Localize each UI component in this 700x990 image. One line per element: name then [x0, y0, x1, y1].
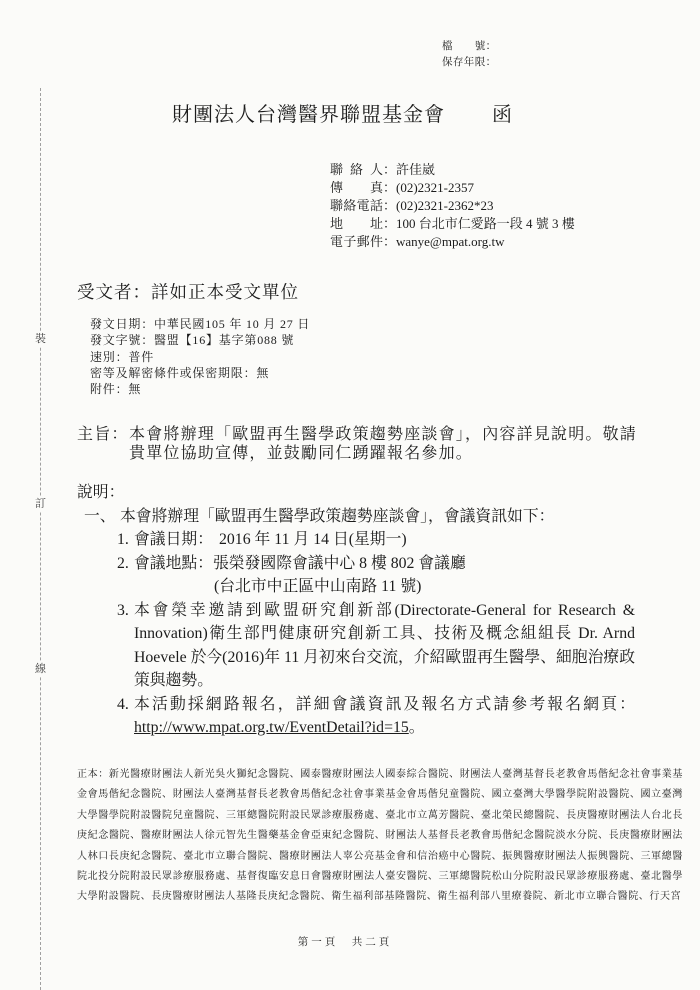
contact-phone: (02)2321-2362*23 [396, 198, 494, 213]
contact-colon: ： [383, 162, 397, 177]
document-type: 函 [492, 104, 513, 126]
item-label: 會議日期： [134, 531, 213, 548]
contact-row-phone [330, 197, 575, 215]
retention-period-label: 保存年限： [442, 57, 497, 68]
contact-person: 許佳崴 [396, 162, 436, 177]
meeting-venue-value: 張榮發國際會議中心 8 樓 802 會議廳 [213, 554, 466, 572]
organization-name: 財團法人台灣醫界聯盟基金會 [172, 104, 445, 126]
binding-mark-zhuang: 裝 [35, 333, 46, 345]
contact-email: wanye@mpat.org.tw [396, 234, 505, 249]
list-item-registration [117, 693, 639, 740]
contact-colon: ： [383, 216, 397, 231]
security-level: 密等及解密條件或保密期限：無 [90, 365, 270, 380]
list-item-meeting-date [117, 528, 639, 552]
contact-label: 電子郵件 [330, 234, 383, 249]
attachments: 附件：無 [90, 382, 142, 397]
recipient-line: 受文者：詳如正本受文單位 [77, 282, 299, 302]
contact-colon: ： [383, 180, 397, 195]
contact-label: 聯 絡 人 [330, 162, 383, 177]
file-meta [442, 39, 497, 71]
binding-mark-xian: 線 [35, 663, 46, 675]
meeting-date-value: 2016 年 11 月 14 日(星期一) [219, 531, 407, 548]
contact-label: 地 址 [330, 216, 383, 231]
copies-label: 正本： [77, 769, 109, 780]
list-item-meeting-venue [117, 552, 639, 599]
list-item-speaker [117, 599, 639, 693]
contact-address: 100 台北市仁愛路一段 4 號 3 樓 [396, 216, 575, 231]
contact-block [330, 161, 575, 251]
contact-label: 聯絡電話 [330, 198, 383, 213]
item-number: 4. [117, 695, 129, 713]
issue-info-block [90, 316, 310, 397]
subject-label: 主旨： [77, 426, 129, 443]
document-title [172, 102, 513, 128]
meeting-venue-address: (台北市中正區中山南路 11 號) [214, 578, 422, 595]
registration-period: 。 [408, 719, 425, 736]
explanation-block [77, 481, 639, 740]
item-body [134, 552, 635, 599]
contact-label: 傳 真 [330, 180, 383, 195]
item-number: 1. [117, 531, 129, 548]
item-body [134, 528, 635, 552]
copies-list: 新光醫療財團法人新光吳火獅紀念醫院、國泰醫療財團法人國泰綜合醫院、財團法人臺灣基督長老教會馬偕紀念社會事業基金會馬偕紀念醫院、財團法人臺灣基督長老教會馬偕紀念社會事業基金會馬偕兒童醫院、國立臺灣大學醫學院附設醫院、國立臺灣大學醫學院附設醫院兒童醫院、三軍總醫院附設民眾診療服務處、臺北市立萬芳醫院、臺北榮民總醫院、長庚醫療財團法人台北長庚紀念醫院、醫療財團法人徐元智先生醫藥基金會亞東紀念醫院、財團法人基督長老教會馬偕紀念醫院淡水分院、長庚醫療財團法人林口長庚紀念醫院、臺北市立聯合醫院、醫療財團法人辜公亮基金會和信治癌中心醫院、振興醫療財團法人振興醫院、三軍總醫院北投分院附設民眾診療服務處、基督復臨安息日會醫療財團法人臺安醫院、三軍總醫院松山分院附設民眾診療服務處、臺北醫學大學附設醫院、長庚醫療財團法人基隆長庚紀念醫院、衛生福利部基隆醫院、衛生福利部八里療養院、新北市立聯合醫院、行天宮 [77, 769, 683, 903]
contact-fax: (02)2321-2357 [396, 180, 474, 195]
item-number: 3. [117, 601, 129, 619]
file-number-label: 檔 號： [442, 41, 497, 52]
copies-block [77, 765, 683, 908]
binding-dashed-line [40, 88, 41, 990]
meeting-info-list [117, 528, 639, 740]
speaker-text: 本會榮幸邀請到歐盟研究創新部(Directorate-General for Research & Innovation)衛生部門健康研究創新工具、技術及概念組組長 Dr. Arnd Hoevele 於今(2016)年 11 月初來台交流，介紹歐盟再生醫學、細胞治療政策與趨勢。 [134, 601, 635, 689]
item-number: 2. [117, 554, 129, 572]
contact-row-fax [330, 179, 575, 197]
contact-row-email [330, 233, 575, 251]
explanation-label: 說明： [77, 484, 125, 501]
subject-text: 本會將辦理「歐盟再生醫學政策趨勢座談會」，內容詳見說明。敬請貴單位協助宣傳，並鼓勵同仁踴躍報名參加。 [129, 426, 638, 462]
registration-text: 本活動採網路報名，詳細會議資訊及報名方式請參考報名網頁： [134, 695, 635, 713]
subject-block [77, 425, 647, 463]
contact-colon: ： [383, 198, 397, 213]
contact-row-person [330, 161, 575, 179]
issue-number: 發文字號：醫盟【16】基字第088 號 [90, 333, 295, 348]
explanation-section [77, 505, 639, 529]
registration-url: http://www.mpat.org.tw/EventDetail?id=15 [134, 719, 409, 736]
section-number: 一、 [84, 507, 116, 525]
contact-colon: ： [383, 234, 397, 249]
contact-row-address [330, 215, 575, 233]
section-intro: 本會將辦理「歐盟再生醫學政策趨勢座談會」，會議資訊如下： [120, 507, 555, 525]
issue-date: 發文日期：中華民國105 年 10 月 27 日 [90, 317, 311, 331]
binding-mark-ding: 訂 [35, 498, 46, 510]
page-number: 第一頁 共二頁 [297, 937, 393, 948]
item-label: 會議地點： [134, 554, 213, 572]
delivery-speed: 速別：普件 [90, 349, 155, 364]
item-body [134, 693, 635, 740]
